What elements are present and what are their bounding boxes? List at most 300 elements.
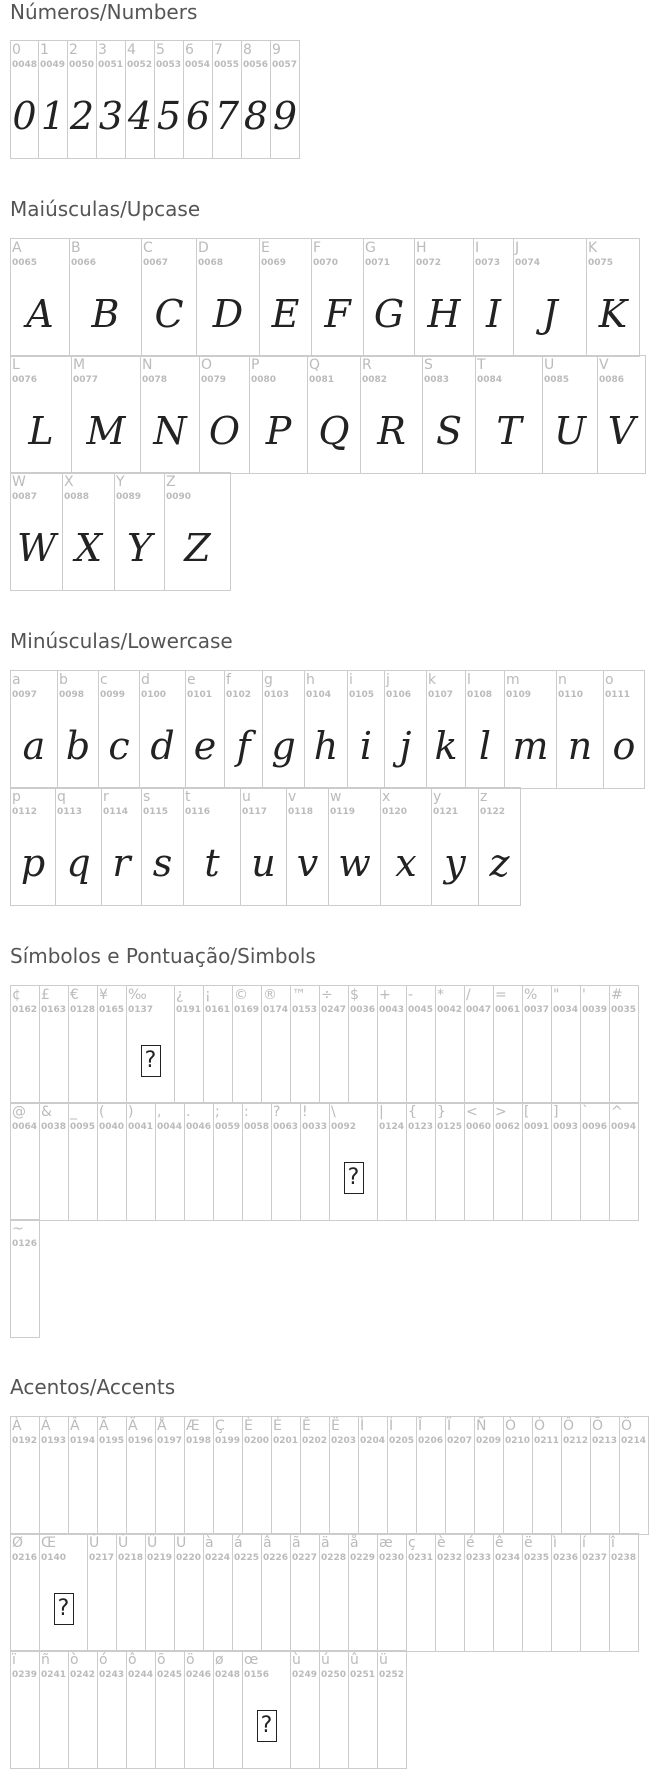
glyph-cell xyxy=(11,41,39,158)
glyph-cell xyxy=(97,41,126,158)
glyph-label: Ù xyxy=(89,1535,100,1551)
glyph-sample: B xyxy=(91,292,120,336)
section-title-numbers: Números/Numbers xyxy=(10,0,198,24)
glyph-label: ¿ xyxy=(176,987,184,1003)
glyph-cell xyxy=(446,1417,475,1534)
glyph-cell xyxy=(494,1103,523,1220)
glyph-cell xyxy=(184,788,241,905)
glyph-label: o xyxy=(605,672,614,688)
glyph-sample: D xyxy=(212,292,244,336)
glyph-code: 0108 xyxy=(467,690,493,700)
glyph-cell xyxy=(557,671,604,788)
glyph-code: 0040 xyxy=(99,1122,125,1132)
glyph-cell xyxy=(308,356,361,473)
glyph-label: | xyxy=(379,1104,384,1120)
glyph-label: D xyxy=(198,240,209,256)
glyph-sample: U xyxy=(553,409,587,453)
glyph-code: 0106 xyxy=(386,690,412,700)
glyph-label: æ xyxy=(379,1535,393,1551)
glyph-cell xyxy=(241,788,287,905)
glyph-label: Ò xyxy=(505,1418,517,1434)
glyph-code: 0174 xyxy=(263,1005,289,1015)
glyph-cell xyxy=(262,986,291,1103)
glyph-label: Ø xyxy=(12,1535,24,1551)
glyph-cell xyxy=(378,1651,407,1768)
glyph-label: ` xyxy=(582,1104,589,1120)
glyph-cell xyxy=(233,1534,262,1651)
glyph-label: H xyxy=(416,240,427,256)
glyph-cell xyxy=(423,356,476,473)
glyph-label: ^ xyxy=(611,1104,623,1120)
glyph-code: 0054 xyxy=(185,60,211,70)
glyph-sample: A xyxy=(26,292,54,336)
glyph-code: 0236 xyxy=(553,1553,579,1563)
glyph-code: 0103 xyxy=(264,690,290,700)
glyph-label: Œ xyxy=(41,1535,56,1551)
glyph-label: 7 xyxy=(214,42,223,58)
glyph-cell xyxy=(388,1417,417,1534)
glyph-label: ? xyxy=(273,1104,281,1120)
glyph-label: = xyxy=(495,987,507,1003)
glyph-label: x xyxy=(382,789,391,805)
glyph-label: J xyxy=(515,240,520,256)
glyph-cell xyxy=(175,986,204,1103)
glyph-cell xyxy=(523,1103,552,1220)
glyph-code: 0105 xyxy=(349,690,375,700)
glyph-sample: 6 xyxy=(185,94,211,138)
glyph-label: > xyxy=(495,1104,507,1120)
glyph-code: 0161 xyxy=(205,1005,231,1015)
glyph-label: Ä xyxy=(128,1418,138,1434)
glyph-cell xyxy=(11,788,56,905)
glyph-code: 0205 xyxy=(389,1436,415,1446)
glyph-code: 0243 xyxy=(99,1670,125,1680)
glyph-cell xyxy=(40,1417,69,1534)
glyph-row-accents-3 xyxy=(10,1650,407,1769)
missing-glyph-icon: ? xyxy=(257,1710,277,1742)
glyph-cell xyxy=(436,986,465,1103)
glyph-code: 0163 xyxy=(41,1005,67,1015)
glyph-code: 0228 xyxy=(321,1553,347,1563)
glyph-code: 0062 xyxy=(495,1122,521,1132)
glyph-cell xyxy=(359,1417,388,1534)
glyph-cell xyxy=(587,239,640,356)
glyph-sample: Q xyxy=(318,409,350,453)
glyph-code: 0090 xyxy=(166,492,192,502)
glyph-code: 0077 xyxy=(73,375,99,385)
glyph-label: ) xyxy=(128,1104,134,1120)
glyph-label: < xyxy=(466,1104,478,1120)
glyph-cell xyxy=(291,1651,320,1768)
glyph-code: 0153 xyxy=(292,1005,318,1015)
glyph-code: 0216 xyxy=(12,1553,38,1563)
glyph-cell xyxy=(494,986,523,1103)
glyph-sample: H xyxy=(427,292,461,336)
glyph-code: 0201 xyxy=(273,1436,299,1446)
glyph-cell xyxy=(142,239,197,356)
glyph-cell xyxy=(610,1103,639,1220)
glyph-code: 0210 xyxy=(505,1436,531,1446)
glyph-label: ñ xyxy=(41,1652,50,1668)
glyph-cell xyxy=(432,788,479,905)
glyph-label: & xyxy=(41,1104,52,1120)
glyph-label: È xyxy=(244,1418,253,1434)
glyph-cell xyxy=(320,1534,349,1651)
glyph-cell xyxy=(349,1651,378,1768)
glyph-label: # xyxy=(611,987,623,1003)
glyph-cell xyxy=(474,239,514,356)
glyph-label: 6 xyxy=(185,42,194,58)
glyph-label: e xyxy=(187,672,196,688)
missing-glyph-icon: ? xyxy=(141,1045,161,1077)
glyph-cell xyxy=(98,986,127,1103)
glyph-cell xyxy=(11,671,58,788)
glyph-code: 0114 xyxy=(103,807,129,817)
glyph-code: 0046 xyxy=(186,1122,212,1132)
glyph-code: 0099 xyxy=(100,690,126,700)
glyph-code: 0056 xyxy=(243,60,269,70)
glyph-code: 0162 xyxy=(12,1005,38,1015)
glyph-cell xyxy=(262,1534,291,1651)
glyph-code: 0230 xyxy=(379,1553,405,1563)
glyph-cell xyxy=(552,1103,581,1220)
glyph-label: l xyxy=(467,672,471,688)
glyph-cell xyxy=(523,986,552,1103)
glyph-cell xyxy=(407,986,436,1103)
glyph-row-symbols-3 xyxy=(10,1219,40,1338)
glyph-label: { xyxy=(408,1104,417,1120)
glyph-cell xyxy=(417,1417,446,1534)
glyph-code: 0101 xyxy=(187,690,213,700)
glyph-cell xyxy=(407,1534,436,1651)
glyph-code: 0196 xyxy=(128,1436,154,1446)
glyph-cell xyxy=(349,1534,378,1651)
glyph-row-upcase-1 xyxy=(10,238,640,357)
glyph-label: Ô xyxy=(563,1418,575,1434)
glyph-code: 0113 xyxy=(57,807,83,817)
glyph-code: 0078 xyxy=(142,375,168,385)
glyph-label: u xyxy=(242,789,251,805)
glyph-code: 0081 xyxy=(309,375,335,385)
glyph-code: 0041 xyxy=(128,1122,154,1132)
glyph-cell xyxy=(320,1651,349,1768)
glyph-sample: N xyxy=(153,409,187,453)
section-title-upcase: Maiúsculas/Upcase xyxy=(10,197,201,221)
glyph-code: 0095 xyxy=(70,1122,96,1132)
glyph-sample: z xyxy=(489,841,510,885)
glyph-cell xyxy=(11,239,70,356)
glyph-code: 0063 xyxy=(273,1122,299,1132)
glyph-code: 0213 xyxy=(592,1436,618,1446)
glyph-cell xyxy=(40,986,69,1103)
glyph-label: U xyxy=(544,357,555,373)
glyph-sample: h xyxy=(313,724,339,768)
glyph-sample: W xyxy=(16,526,57,570)
glyph-cell xyxy=(581,1103,610,1220)
glyph-cell xyxy=(11,1103,40,1220)
glyph-label: T xyxy=(477,357,486,373)
glyph-cell xyxy=(11,1534,40,1651)
glyph-code: 0076 xyxy=(12,375,38,385)
glyph-label: t xyxy=(185,789,191,805)
glyph-code: 0202 xyxy=(302,1436,328,1446)
glyph-code: 0092 xyxy=(331,1122,357,1132)
glyph-code: 0034 xyxy=(553,1005,579,1015)
glyph-cell xyxy=(591,1417,620,1534)
glyph-sample: n xyxy=(567,724,593,768)
glyph-code: 0218 xyxy=(118,1553,144,1563)
glyph-cell xyxy=(69,1651,98,1768)
glyph-label: 3 xyxy=(98,42,107,58)
glyph-code: 0128 xyxy=(70,1005,96,1015)
glyph-cell xyxy=(301,1417,330,1534)
glyph-label: b xyxy=(59,672,68,688)
glyph-sample: Y xyxy=(126,526,153,570)
glyph-cell xyxy=(465,1534,494,1651)
glyph-sample xyxy=(127,1030,174,1092)
glyph-sample: 7 xyxy=(214,94,240,138)
glyph-sample: 0 xyxy=(12,94,37,138)
glyph-label: O xyxy=(201,357,213,373)
glyph-code: 0140 xyxy=(41,1553,67,1563)
glyph-sample: l xyxy=(478,724,492,768)
glyph-code: 0089 xyxy=(116,492,142,502)
glyph-sample: 5 xyxy=(156,94,182,138)
glyph-code: 0245 xyxy=(157,1670,183,1680)
glyph-cell xyxy=(330,1103,378,1220)
glyph-label: \ xyxy=(331,1104,336,1120)
glyph-cell xyxy=(40,1651,69,1768)
glyph-label: ; xyxy=(215,1104,220,1120)
glyph-cell xyxy=(361,356,423,473)
glyph-code: 0083 xyxy=(424,375,450,385)
glyph-code: 0070 xyxy=(313,258,339,268)
glyph-label: ™ xyxy=(292,987,306,1003)
glyph-cell xyxy=(271,41,300,158)
glyph-label: q xyxy=(57,789,66,805)
glyph-code: 0037 xyxy=(524,1005,550,1015)
glyph-code: 0200 xyxy=(244,1436,270,1446)
glyph-sample: y xyxy=(444,841,466,885)
glyph-label: û xyxy=(350,1652,359,1668)
glyph-sample: i xyxy=(359,724,373,768)
glyph-sample: w xyxy=(338,841,371,885)
glyph-sample: t xyxy=(204,841,220,885)
glyph-label: ] xyxy=(553,1104,559,1120)
glyph-cell xyxy=(184,41,213,158)
glyph-label: v xyxy=(288,789,297,805)
glyph-code: 0097 xyxy=(12,690,38,700)
glyph-cell xyxy=(98,1417,127,1534)
glyph-label: Ö xyxy=(621,1418,633,1434)
glyph-label: j xyxy=(386,672,390,688)
glyph-code: 0192 xyxy=(12,1436,38,1446)
glyph-label: Ì xyxy=(360,1418,365,1434)
glyph-code: 0195 xyxy=(99,1436,125,1446)
glyph-label: 8 xyxy=(243,42,252,58)
glyph-code: 0125 xyxy=(437,1122,463,1132)
glyph-label: z xyxy=(480,789,488,805)
glyph-code: 0110 xyxy=(558,690,584,700)
glyph-label: [ xyxy=(524,1104,530,1120)
glyph-label: X xyxy=(64,474,74,490)
glyph-cell xyxy=(494,1534,523,1651)
glyph-label: Â xyxy=(70,1418,80,1434)
glyph-label: V xyxy=(599,357,609,373)
glyph-row-accents-2 xyxy=(10,1533,639,1652)
glyph-code: 0122 xyxy=(480,807,506,817)
glyph-cell xyxy=(11,473,63,590)
glyph-code: 0061 xyxy=(495,1005,521,1015)
glyph-row-accents-1 xyxy=(10,1416,649,1535)
glyph-code: 0071 xyxy=(365,258,391,268)
glyph-cell xyxy=(242,41,271,158)
glyph-cell xyxy=(287,788,329,905)
glyph-label: A xyxy=(12,240,22,256)
glyph-cell xyxy=(466,671,505,788)
glyph-code: 0100 xyxy=(141,690,167,700)
glyph-code: 0111 xyxy=(605,690,631,700)
section-title-accents: Acentos/Accents xyxy=(10,1375,176,1399)
glyph-label: Ü xyxy=(176,1535,187,1551)
glyph-code: 0217 xyxy=(89,1553,115,1563)
glyph-sample: j xyxy=(399,724,412,768)
glyph-sample: b xyxy=(65,724,91,768)
section-title-symbols: Símbolos e Pontuação/Simbols xyxy=(10,944,316,968)
glyph-cell xyxy=(427,671,466,788)
glyph-label: R xyxy=(362,357,372,373)
glyph-cell xyxy=(552,986,581,1103)
glyph-sample: 4 xyxy=(127,94,153,138)
glyph-cell xyxy=(476,356,543,473)
glyph-cell xyxy=(533,1417,562,1534)
glyph-sample: R xyxy=(377,409,406,453)
glyph-code: 0199 xyxy=(215,1436,241,1446)
glyph-cell xyxy=(436,1103,465,1220)
glyph-cell xyxy=(415,239,474,356)
glyph-code: 0035 xyxy=(611,1005,637,1015)
glyph-label: ¡ xyxy=(205,987,211,1003)
glyph-code: 0084 xyxy=(477,375,503,385)
glyph-label: % xyxy=(524,987,538,1003)
glyph-cell xyxy=(504,1417,533,1534)
glyph-label: ® xyxy=(263,987,277,1003)
glyph-sample: m xyxy=(512,724,549,768)
glyph-code: 0096 xyxy=(582,1122,608,1132)
glyph-code: 0206 xyxy=(418,1436,444,1446)
glyph-cell xyxy=(305,671,348,788)
glyph-cell xyxy=(364,239,415,356)
glyph-code: 0116 xyxy=(185,807,211,817)
glyph-code: 0085 xyxy=(544,375,570,385)
glyph-cell xyxy=(320,986,349,1103)
glyph-cell xyxy=(214,1103,243,1220)
glyph-sample: r xyxy=(112,841,131,885)
glyph-cell xyxy=(312,239,364,356)
glyph-label: / xyxy=(466,987,471,1003)
glyph-cell xyxy=(243,1417,272,1534)
glyph-label: ã xyxy=(292,1535,301,1551)
glyph-label: S xyxy=(424,357,433,373)
glyph-cell xyxy=(243,1651,291,1768)
glyph-label: r xyxy=(103,789,109,805)
glyph-cell xyxy=(329,788,381,905)
glyph-label: L xyxy=(12,357,20,373)
glyph-label: 2 xyxy=(69,42,78,58)
glyph-cell xyxy=(214,1417,243,1534)
glyph-code: 0107 xyxy=(428,690,454,700)
glyph-label: B xyxy=(71,240,81,256)
missing-glyph-icon: ? xyxy=(344,1162,364,1194)
glyph-cell xyxy=(11,1417,40,1534)
glyph-cell xyxy=(146,1534,175,1651)
glyph-cell xyxy=(127,1651,156,1768)
glyph-cell xyxy=(69,1103,98,1220)
glyph-code: 0212 xyxy=(563,1436,589,1446)
glyph-code: 0197 xyxy=(157,1436,183,1446)
glyph-cell xyxy=(11,356,72,473)
glyph-code: 0227 xyxy=(292,1553,318,1563)
glyph-label: h xyxy=(306,672,315,688)
glyph-code: 0219 xyxy=(147,1553,173,1563)
glyph-row-lowercase-1 xyxy=(10,670,645,789)
glyph-label: ¢ xyxy=(12,987,21,1003)
glyph-label: E xyxy=(261,240,270,256)
glyph-label: n xyxy=(558,672,567,688)
glyph-cell xyxy=(604,671,645,788)
glyph-label: g xyxy=(264,672,273,688)
glyph-cell xyxy=(330,1417,359,1534)
glyph-code: 0094 xyxy=(611,1122,637,1132)
glyph-code: 0039 xyxy=(582,1005,608,1015)
glyph-code: 0075 xyxy=(588,258,614,268)
glyph-sample: K xyxy=(598,292,628,336)
glyph-label: 9 xyxy=(272,42,281,58)
glyph-cell xyxy=(407,1103,436,1220)
glyph-label: ó xyxy=(99,1652,108,1668)
glyph-cell xyxy=(260,239,312,356)
glyph-cell xyxy=(263,671,305,788)
glyph-code: 0057 xyxy=(272,60,298,70)
glyph-cell xyxy=(39,41,68,158)
glyph-label: " xyxy=(553,987,560,1003)
glyph-cell xyxy=(543,356,598,473)
glyph-cell xyxy=(141,356,200,473)
glyph-sample: X xyxy=(74,526,103,570)
glyph-code: 0214 xyxy=(621,1436,647,1446)
glyph-cell xyxy=(98,1103,127,1220)
glyph-code: 0049 xyxy=(40,60,66,70)
glyph-cell xyxy=(349,986,378,1103)
glyph-label: p xyxy=(12,789,21,805)
glyph-label: _ xyxy=(70,1104,77,1120)
glyph-label: P xyxy=(251,357,260,373)
glyph-cell xyxy=(11,986,40,1103)
glyph-cell xyxy=(186,671,225,788)
glyph-code: 0194 xyxy=(70,1436,96,1446)
glyph-cell xyxy=(385,671,427,788)
glyph-cell xyxy=(475,1417,504,1534)
glyph-label: ç xyxy=(408,1535,416,1551)
glyph-label: ë xyxy=(524,1535,533,1551)
glyph-sample xyxy=(40,1578,87,1640)
glyph-code: 0193 xyxy=(41,1436,67,1446)
glyph-label: @ xyxy=(12,1104,26,1120)
glyph-cell xyxy=(436,1534,465,1651)
glyph-sample: u xyxy=(251,841,276,885)
glyph-label: œ xyxy=(244,1652,259,1668)
glyph-cell xyxy=(562,1417,591,1534)
